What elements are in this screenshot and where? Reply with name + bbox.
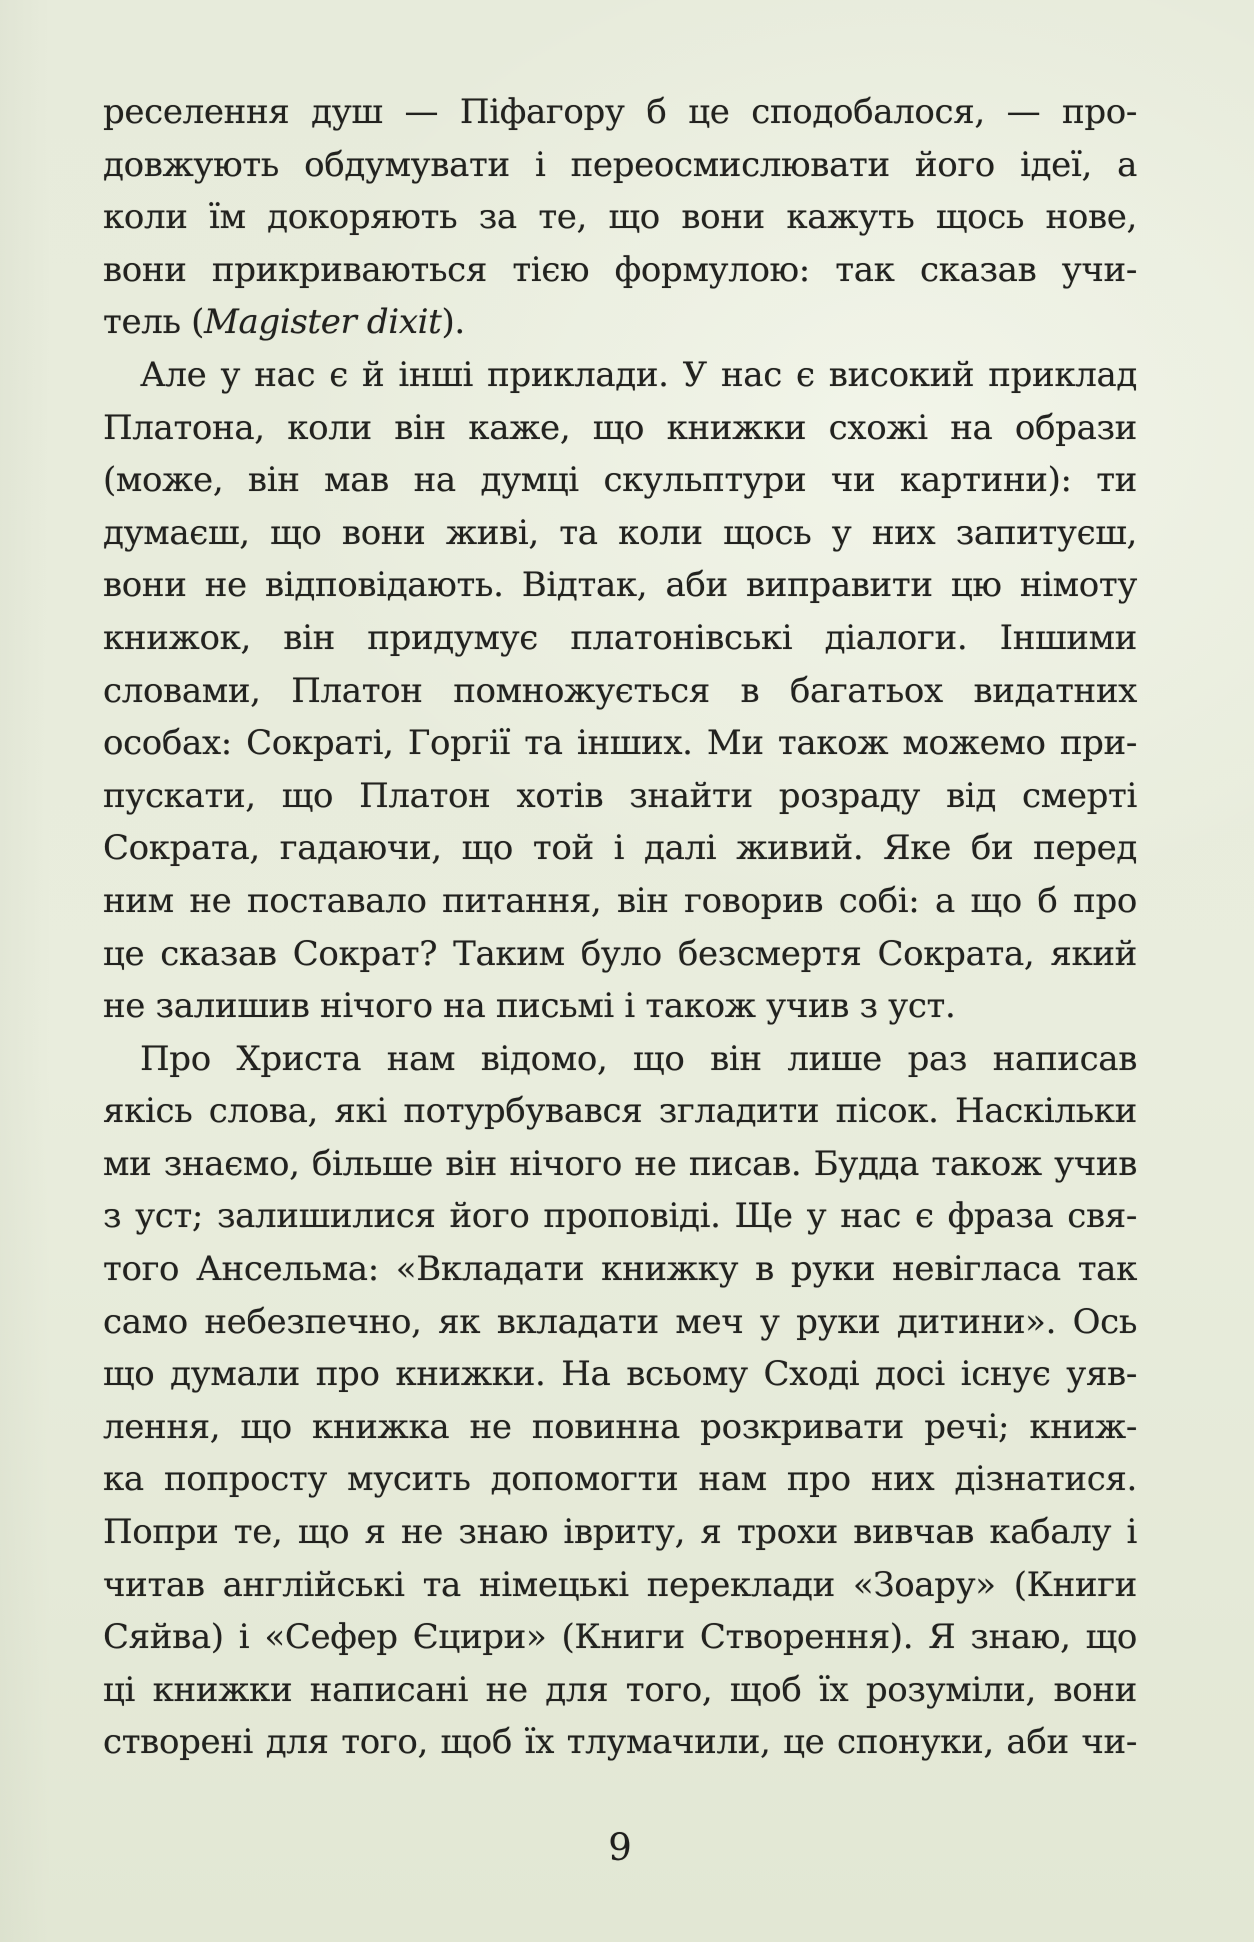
text-line: довжують обдумувати і переосмислювати його ідеї, а	[103, 144, 1137, 185]
text-line: того Ансельма: «Вкладати книжку в руки невігласа так	[103, 1249, 1137, 1290]
text-line: створені для того, щоб їх тлумачили, це спонуки, аби чи-	[103, 1722, 1137, 1763]
text-line: що думали про книжки. На всьому Сході досі існує уяв-	[103, 1354, 1137, 1395]
page-text	[103, 86, 1137, 1769]
page-number: 9	[608, 1826, 632, 1869]
text-line: Попри те, що я не знаю івриту, я трохи вивчав кабалу і	[103, 1512, 1137, 1553]
text-line: книжок, він придумує платонівські діалоги. Іншими	[103, 617, 1137, 658]
text-segment: тель (	[103, 302, 205, 343]
text-line: ми знаємо, більше він нічого не писав. Будда також учив	[103, 1143, 1137, 1184]
text-line: ці книжки написані не для того, щоб їх розуміли, вони	[103, 1669, 1137, 1710]
text-line: Але у нас є й інші приклади. У нас є високий приклад	[140, 354, 1137, 395]
text-line: коли їм докоряють за те, що вони кажуть щось нове,	[103, 197, 1137, 238]
text-line: читав англійські та німецькі переклади «Зоару» (Книги	[103, 1564, 1137, 1605]
text-line: лення, що книжка не повинна розкривати речі; книж-	[103, 1406, 1137, 1447]
text-line: словами, Платон помножується в багатьох видатних	[103, 670, 1137, 711]
paragraph-2	[103, 349, 1137, 1033]
text-line: само небезпечно, як вкладати меч у руки дитини». Ось	[103, 1301, 1137, 1342]
text-line: ка попросту мусить допомогти нам про них дізнатися.	[103, 1459, 1137, 1500]
text-line: реселення душ — Піфагору б це сподобалося, — про-	[103, 92, 1137, 132]
text-line: пускати, що Платон хотів знайти розраду від смерті	[103, 775, 1137, 816]
paragraph-3	[103, 1033, 1137, 1769]
text-line: це сказав Сократ? Таким було безсмертя Сократа, який	[103, 933, 1137, 974]
text-line	[103, 296, 1137, 349]
latin-italic-phrase: Magister dixit	[204, 302, 442, 343]
text-line: Платона, коли він каже, що книжки схожі на образи	[103, 407, 1137, 448]
paragraph-1	[103, 86, 1137, 349]
text-line: Про Христа нам відомо, що він лише раз написав	[140, 1038, 1137, 1079]
text-line: Сократа, гадаючи, що той і далі живий. Яке би перед	[103, 828, 1137, 869]
text-line: вони не відповідають. Відтак, аби виправити цю німоту	[103, 565, 1137, 606]
text-line: думаєш, що вони живі, та коли щось у них запитуєш,	[103, 512, 1137, 553]
text-line: (може, він мав на думці скульптури чи картини): ти	[103, 460, 1137, 501]
text-line: ним не поставало питання, він говорив собі: а що б про	[103, 880, 1137, 921]
text-line: з уст; залишилися його проповіді. Ще у нас є фраза свя-	[103, 1196, 1137, 1237]
text-segment: ).	[441, 302, 465, 343]
text-line: не залишив нічого на письмі і також учив з уст.	[103, 986, 956, 1027]
text-line: Сяйва) і «Сефер Єцири» (Книги Створення). Я знаю, що	[103, 1617, 1137, 1658]
text-line: особах: Сократі, Горгії та інших. Ми також можемо при-	[103, 723, 1137, 764]
text-line: вони прикриваються тією формулою: так сказав учи-	[103, 249, 1137, 290]
text-line: якісь слова, які потурбувався згладити пісок. Наскільки	[103, 1091, 1137, 1132]
